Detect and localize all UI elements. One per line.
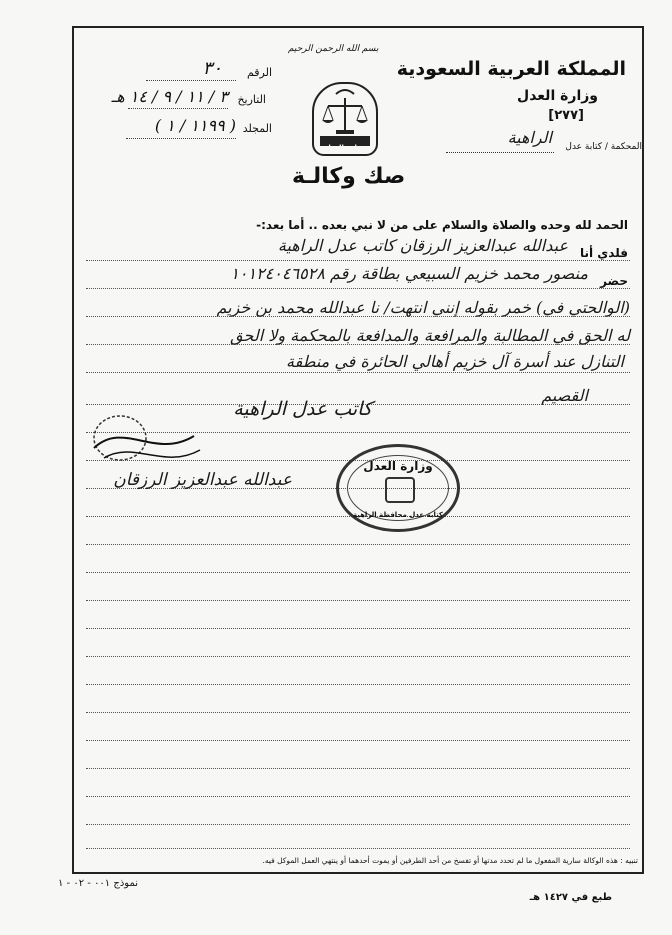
line2-handwriting: منصور محمد خزيم السبيعي بطاقة رقم ١٠١٢٤٠٤٦٥٢٨ <box>230 264 588 283</box>
number-value: ٣٠ <box>202 58 222 79</box>
court-label: المحكمة / كتابة عدل <box>565 142 642 152</box>
stamp-emblem-icon <box>385 477 415 503</box>
signature-name: عبدالله عبدالعزيز الرزقان <box>113 470 292 490</box>
line3-handwriting: (الوالحتي في) خمر بقوله إنني انتهت/ نا عبدالله محمد بن خزيم <box>216 298 630 317</box>
date-label: التاريخ <box>237 93 266 106</box>
court-underline <box>446 152 554 153</box>
ruled-line <box>86 796 630 797</box>
ruled-line <box>86 824 630 825</box>
number-underline <box>146 80 236 81</box>
ruled-line <box>86 740 630 741</box>
ruled-line <box>86 848 630 849</box>
ruled-line <box>86 656 630 657</box>
ruled-line <box>86 372 630 373</box>
stamp-bottom-text: كتابة عدل محافظة الراهية <box>352 511 444 519</box>
ruled-line <box>86 684 630 685</box>
signature-scribble <box>84 400 204 480</box>
ruled-line <box>86 288 630 289</box>
ministry-name: وزارة العدل <box>517 88 598 104</box>
printed-year: طبع في ١٤٢٧ هـ <box>529 892 612 903</box>
ruled-line <box>86 260 630 261</box>
volume-label: المجلد <box>242 122 272 135</box>
ruled-line <box>86 600 630 601</box>
basmala: بسم الله الرحمن الرحيم <box>288 44 379 54</box>
greeting-line: الحمد لله وحده والصلاة والسلام على من لا نبي بعده .. أما بعد:- <box>256 218 628 232</box>
document-title: صك وكالـة <box>292 164 406 189</box>
form-number: نموذج ٠٠١ - ٠٢ - ١ <box>58 878 139 889</box>
ruled-line <box>86 572 630 573</box>
ruled-line <box>86 768 630 769</box>
line5-handwriting: التنازل عند أسرة آل خزيم أهالي الحائرة في منطقة <box>286 352 624 371</box>
line1-label: فلدي أنا <box>580 246 628 260</box>
line4-handwriting: له الحق في المطالبة والمرافعة والمدافعة بالمحكمة ولا الحق <box>230 326 630 345</box>
ruled-line <box>86 544 630 545</box>
volume-underline <box>126 138 236 139</box>
ruled-line <box>86 712 630 713</box>
line2-label: حضر <box>600 274 628 288</box>
official-stamp <box>336 444 460 532</box>
form-code: [٢٧٧] <box>548 108 584 123</box>
date-underline <box>128 108 228 109</box>
stamp-top-text: وزارة العدل <box>363 459 433 473</box>
date-value: ٣ / ١١ / ٩ / ١٤ هـ <box>111 87 228 106</box>
signature-title: كاتب عدل الراهية <box>233 398 372 420</box>
volume-value: ( ١١٩٩ / ١ ) <box>154 116 236 135</box>
line6-handwriting: القصيم <box>541 386 588 405</box>
ruled-line <box>86 628 630 629</box>
line1-handwriting: عبدالله عبدالعزيز الرزقان كاتب عدل الراهية <box>277 236 568 255</box>
footer-note: تنبيه : هذه الوكالة سارية المفعول ما لم تحدد مدتها أو تفسخ من أحد الطرفين أو يموت أحدهما أو ينتهي العمل الموكل فيه. <box>262 856 638 865</box>
ministry-emblem <box>312 82 378 156</box>
kingdom-name: المملكة العربية السعودية <box>396 58 626 80</box>
ruled-line <box>86 344 630 345</box>
court-value: الراهية <box>507 128 552 147</box>
number-label: الرقم <box>246 66 272 79</box>
ruled-line <box>86 316 630 317</box>
emblem-text: وزارة العدل <box>324 144 366 152</box>
